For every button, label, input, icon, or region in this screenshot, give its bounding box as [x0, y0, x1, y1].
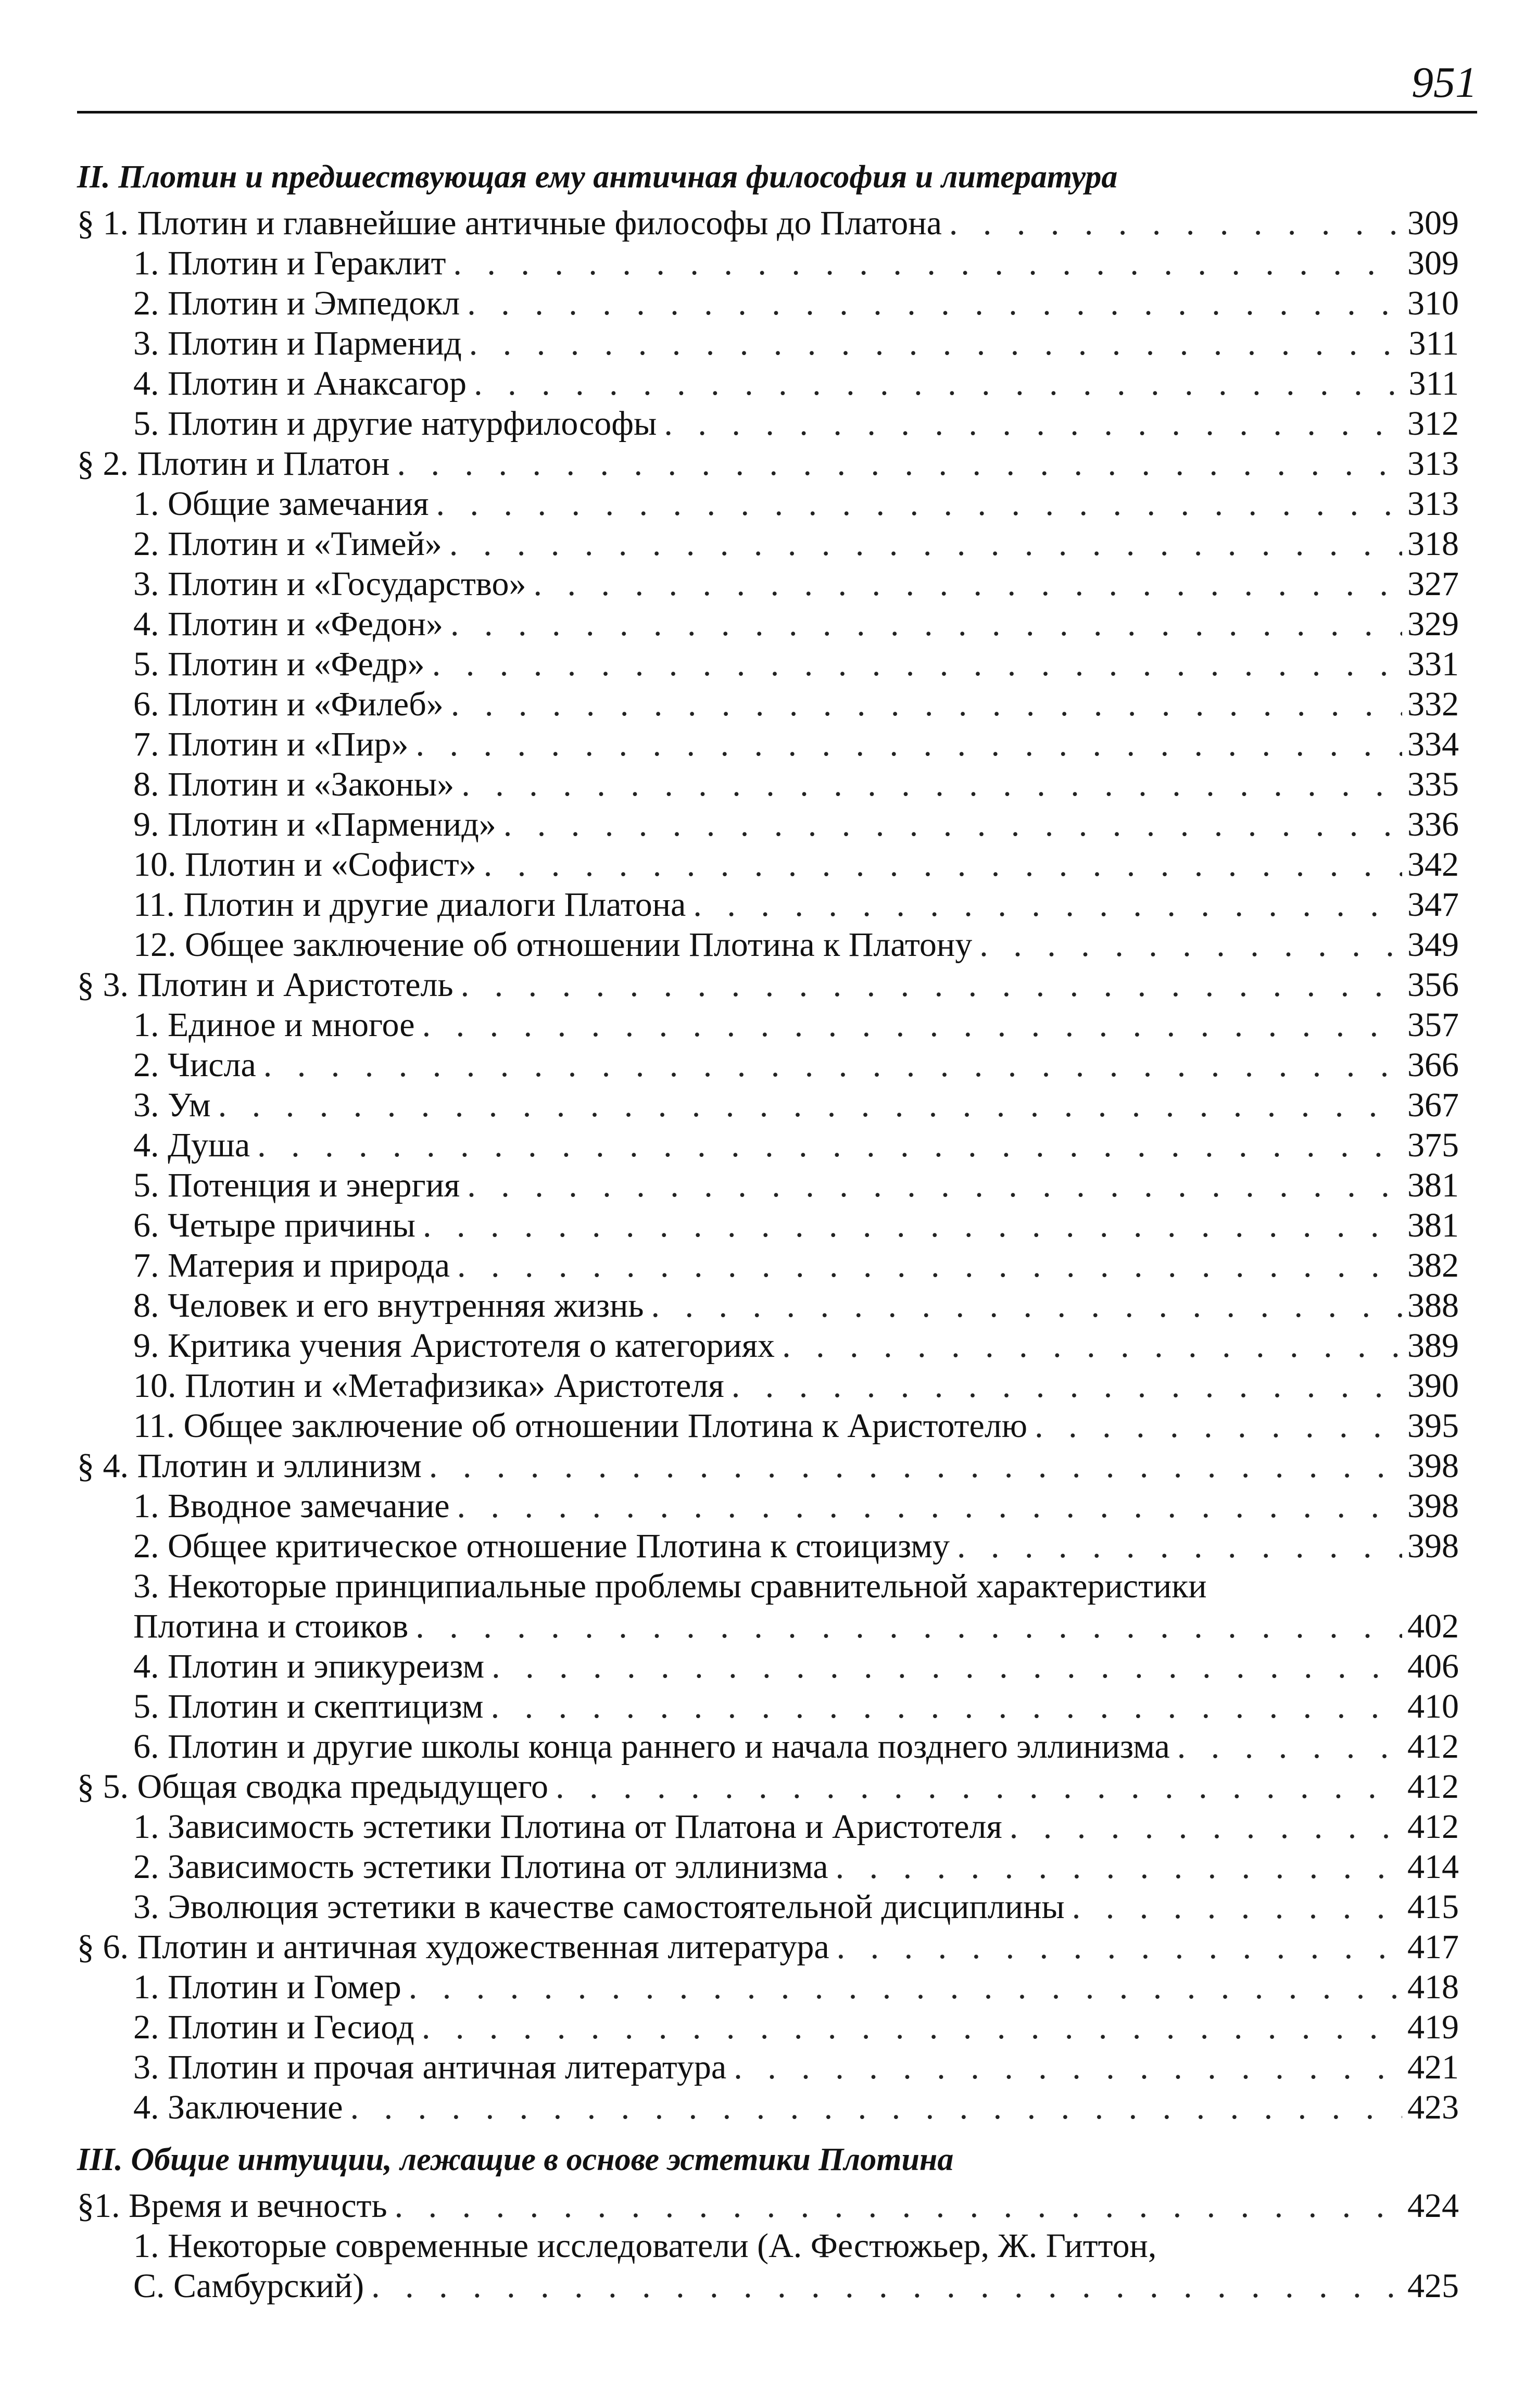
- toc-entry-label: 5. Потенция и энергия: [133, 1166, 460, 1204]
- toc-entry-label: 5. Плотин и «Федр»: [133, 645, 425, 683]
- toc-entry-page: 381: [1407, 1166, 1459, 1204]
- toc-entry: [77, 1406, 1459, 1446]
- toc-entry: [77, 1847, 1459, 1887]
- toc-entry-label: 6. Четыре причины: [133, 1206, 415, 1244]
- toc-entry: [77, 2226, 1459, 2266]
- toc-entry-page: 421: [1407, 2048, 1459, 2086]
- dot-leader: [457, 1486, 1402, 1526]
- toc-entry-label: Плотина и стоиков: [133, 1607, 409, 1645]
- toc-entry: [77, 2186, 1459, 2226]
- toc-entry-page: 412: [1407, 1768, 1459, 1806]
- toc-entry-page: 335: [1407, 765, 1459, 803]
- toc-entry: [77, 1085, 1459, 1125]
- toc-entry: [77, 604, 1459, 644]
- dot-leader: [651, 1285, 1403, 1326]
- dot-leader: [474, 363, 1403, 404]
- toc-entry-page: 402: [1407, 1607, 1459, 1645]
- toc-entry: [77, 844, 1459, 885]
- toc-entry-label: 1. Некоторые современные исследователи (А. Фестюжьер, Ж. Гиттон,: [133, 2227, 1157, 2265]
- toc-entry-label: 7. Плотин и «Пир»: [133, 725, 409, 763]
- toc-entry: [77, 243, 1459, 283]
- dot-leader: [1010, 1807, 1402, 1847]
- toc-entry: [77, 965, 1459, 1005]
- toc-entry: [77, 764, 1459, 804]
- toc-entry-page: 357: [1407, 1006, 1459, 1044]
- toc-entry-label: §1. Время и вечность: [77, 2187, 387, 2225]
- toc-entry: [77, 2266, 1459, 2306]
- toc-entry: [77, 203, 1459, 243]
- toc-entry: [77, 1606, 1459, 1646]
- toc-entry: [77, 2007, 1459, 2047]
- dot-leader: [423, 1205, 1402, 1245]
- toc-entry-page: 312: [1407, 405, 1459, 443]
- toc-entry: [77, 1887, 1459, 1927]
- toc-entry-label: С. Самбурский): [133, 2267, 364, 2305]
- dot-leader: [432, 644, 1402, 684]
- toc-entry: [77, 1326, 1459, 1366]
- dot-leader: [492, 1646, 1402, 1686]
- toc-list: [77, 2186, 1459, 2306]
- toc-entry-page: 329: [1407, 605, 1459, 643]
- toc-entry-page: 417: [1407, 1928, 1459, 1966]
- dot-leader: [467, 1165, 1402, 1205]
- toc-entry-label: 4. Душа: [133, 1126, 250, 1164]
- toc-entry: [77, 1526, 1459, 1566]
- toc-entry: [77, 1566, 1459, 1606]
- toc-entry-page: 414: [1407, 1848, 1459, 1886]
- toc-entry-label: 5. Плотин и другие натурфилософы: [133, 405, 657, 443]
- toc-entry-page: 412: [1407, 1808, 1459, 1846]
- toc-entry-label: 3. Плотин и Парменид: [133, 324, 462, 362]
- toc-entry: [77, 885, 1459, 925]
- dot-leader: [395, 2186, 1402, 2226]
- toc-entry-page: 424: [1407, 2187, 1459, 2225]
- dot-leader: [263, 1045, 1402, 1085]
- toc-entry-page: 366: [1407, 1046, 1459, 1084]
- header-rule: [77, 111, 1477, 114]
- dot-leader: [218, 1085, 1402, 1125]
- toc-entry: [77, 644, 1459, 684]
- toc-entry: [77, 925, 1459, 965]
- toc-entry-page: 419: [1407, 2008, 1459, 2046]
- toc-entry-page: 382: [1407, 1246, 1459, 1284]
- dot-leader: [451, 684, 1402, 724]
- dot-leader: [556, 1767, 1402, 1807]
- toc-entry-label: 2. Плотин и «Тимей»: [133, 525, 442, 563]
- toc-entry-label: 2. Плотин и Эмпедокл: [133, 284, 460, 322]
- dot-leader: [693, 885, 1402, 925]
- toc-entry-label: 6. Плотин и «Филеб»: [133, 685, 444, 723]
- dot-leader: [491, 1686, 1402, 1726]
- toc-entry-label: 11. Плотин и другие диалоги Платона: [133, 886, 686, 924]
- toc-entry-page: 367: [1407, 1086, 1459, 1124]
- toc-entry-label: 4. Заключение: [133, 2088, 343, 2126]
- toc-entry-page: 425: [1407, 2267, 1459, 2305]
- toc-entry-label: 3. Некоторые принципиальные проблемы сравнительной характеристики: [133, 1567, 1207, 1605]
- dot-leader: [484, 844, 1402, 885]
- toc-entry: [77, 283, 1459, 323]
- toc-entry-label: 6. Плотин и другие школы конца раннего и начала позднего эллинизма: [133, 1728, 1170, 1766]
- dot-leader: [429, 1446, 1402, 1486]
- dot-leader: [979, 925, 1402, 965]
- dot-leader: [457, 1245, 1402, 1285]
- toc-entry: [77, 564, 1459, 604]
- toc-entry-page: 418: [1407, 1968, 1459, 2006]
- toc-entry: [77, 1686, 1459, 1726]
- toc-entry-label: 1. Зависимость эстетики Плотина от Платона и Аристотеля: [133, 1808, 1002, 1846]
- toc-entry-page: 423: [1407, 2088, 1459, 2126]
- dot-leader: [957, 1526, 1402, 1566]
- dot-leader: [782, 1326, 1402, 1366]
- toc-entry-page: 309: [1407, 204, 1459, 242]
- toc-entry-label: 1. Плотин и Гераклит: [133, 244, 446, 282]
- toc-entry: [77, 1285, 1459, 1326]
- toc-entry: [77, 1726, 1459, 1767]
- toc-entry-label: 7. Материя и природа: [133, 1246, 450, 1284]
- toc-entry-label: § 1. Плотин и главнейшие античные философы до Платона: [77, 204, 942, 242]
- dot-leader: [503, 804, 1402, 844]
- toc-entry: [77, 404, 1459, 444]
- toc-entry: [77, 804, 1459, 844]
- toc-entry-label: § 2. Плотин и Платон: [77, 445, 390, 483]
- part-title: II. Плотин и предшествующая ему античная философия и литература: [77, 159, 1118, 195]
- toc-entry: [77, 1767, 1459, 1807]
- toc-entry-page: 349: [1407, 926, 1459, 964]
- dot-leader: [1177, 1726, 1402, 1767]
- toc-entry-label: 10. Плотин и «Метафизика» Аристотеля: [133, 1367, 724, 1405]
- part-title: III. Общие интуиции, лежащие в основе эстетики Плотина: [77, 2142, 954, 2177]
- toc-entry-page: 412: [1407, 1728, 1459, 1766]
- toc-entry: [77, 1245, 1459, 1285]
- dot-leader: [397, 444, 1402, 484]
- toc-entry: [77, 1005, 1459, 1045]
- toc-entry-page: 398: [1407, 1487, 1459, 1525]
- toc-entry-page: 334: [1407, 725, 1459, 763]
- toc-entry: [77, 1165, 1459, 1205]
- toc-entry-label: 1. Вводное замечание: [133, 1487, 450, 1525]
- toc-entry-label: 4. Плотин и эпикуреизм: [133, 1647, 485, 1685]
- toc-entry-label: § 6. Плотин и античная художественная литература: [77, 1928, 829, 1966]
- toc-entry-label: 1. Плотин и Гомер: [133, 1968, 401, 2006]
- dot-leader: [422, 2007, 1402, 2047]
- toc-entry: [77, 1446, 1459, 1486]
- toc-entry-page: 313: [1407, 485, 1459, 523]
- toc-entry-label: 3. Эволюция эстетики в качестве самостоятельной дисциплины: [133, 1888, 1065, 1926]
- toc-entry-page: 332: [1407, 685, 1459, 723]
- toc-entry-label: 9. Критика учения Аристотеля о категориях: [133, 1327, 775, 1365]
- toc-entry-page: 311: [1408, 324, 1459, 362]
- toc-entry: [77, 1927, 1459, 1967]
- dot-leader: [461, 764, 1402, 804]
- toc-entry-page: 375: [1407, 1126, 1459, 1164]
- toc-entry: [77, 2087, 1459, 2127]
- dot-leader: [450, 604, 1402, 644]
- toc-entry: [77, 444, 1459, 484]
- dot-leader: [449, 524, 1402, 564]
- toc-list: [77, 203, 1459, 2127]
- dot-leader: [837, 1927, 1402, 1967]
- toc-entry-page: 381: [1407, 1206, 1459, 1244]
- toc-entry: [77, 1807, 1459, 1847]
- dot-leader: [949, 203, 1402, 243]
- dot-leader: [461, 965, 1402, 1005]
- toc-entry: [77, 1205, 1459, 1245]
- dot-leader: [836, 1847, 1402, 1887]
- dot-leader: [1035, 1406, 1402, 1446]
- dot-leader: [732, 1366, 1402, 1406]
- dot-leader: [350, 2087, 1402, 2127]
- toc-entry: [77, 1125, 1459, 1165]
- toc-entry: [77, 684, 1459, 724]
- dot-leader: [467, 283, 1402, 323]
- toc-entry-page: 356: [1407, 966, 1459, 1004]
- dot-leader: [734, 2047, 1402, 2087]
- toc-entry-page: 313: [1407, 445, 1459, 483]
- toc-entry: [77, 2047, 1459, 2087]
- toc-entry-page: 331: [1407, 645, 1459, 683]
- toc-entry-label: § 5. Общая сводка предыдущего: [77, 1768, 549, 1806]
- toc-entry: [77, 524, 1459, 564]
- toc-entry-label: 4. Плотин и «Федон»: [133, 605, 443, 643]
- toc-entry-label: 2. Числа: [133, 1046, 256, 1084]
- toc-entry-label: 3. Плотин и прочая античная литература: [133, 2048, 727, 2086]
- toc-entry: [77, 323, 1459, 363]
- dot-leader: [416, 724, 1402, 764]
- toc-entry-page: 310: [1407, 284, 1459, 322]
- dot-leader: [415, 1606, 1402, 1646]
- dot-leader: [257, 1125, 1402, 1165]
- toc-entry-page: 390: [1407, 1367, 1459, 1405]
- dot-leader: [409, 1967, 1402, 2007]
- toc-entry-label: 2. Общее критическое отношение Плотина к стоицизму: [133, 1527, 950, 1565]
- toc-entry-page: 336: [1407, 805, 1459, 843]
- dot-leader: [664, 404, 1402, 444]
- dot-leader: [534, 564, 1402, 604]
- toc-entry-label: 9. Плотин и «Парменид»: [133, 805, 496, 843]
- toc-entry: [77, 363, 1459, 404]
- dot-leader: [1072, 1887, 1402, 1927]
- toc-entry-label: 2. Зависимость эстетики Плотина от эллинизма: [133, 1848, 828, 1886]
- toc-entry-label: 8. Человек и его внутренняя жизнь: [133, 1287, 644, 1325]
- toc-entry: [77, 724, 1459, 764]
- toc-entry: [77, 1045, 1459, 1085]
- toc-entry-label: 5. Плотин и скептицизм: [133, 1687, 484, 1725]
- dot-leader: [453, 243, 1402, 283]
- toc-entry-label: § 4. Плотин и эллинизм: [77, 1447, 422, 1485]
- dot-leader: [436, 484, 1402, 524]
- toc-entry-page: 309: [1407, 244, 1459, 282]
- toc-entry-page: 398: [1407, 1527, 1459, 1565]
- toc-entry-label: 1. Единое и многое: [133, 1006, 415, 1044]
- toc-entry-page: 311: [1408, 364, 1459, 402]
- toc-entry-page: 398: [1407, 1447, 1459, 1485]
- toc-entry: [77, 1366, 1459, 1406]
- toc-entry-page: 395: [1407, 1407, 1459, 1445]
- toc-entry-page: 327: [1407, 565, 1459, 603]
- toc-entry-label: 8. Плотин и «Законы»: [133, 765, 455, 803]
- dot-leader: [469, 323, 1404, 363]
- page-number: 951: [1412, 58, 1477, 107]
- table-of-contents: [77, 151, 1459, 2306]
- toc-entry-page: 318: [1407, 525, 1459, 563]
- toc-entry-page: 347: [1407, 886, 1459, 924]
- toc-entry-label: 11. Общее заключение об отношении Плотина к Аристотелю: [133, 1407, 1028, 1445]
- toc-entry-label: 1. Общие замечания: [133, 485, 429, 523]
- toc-entry-page: 415: [1407, 1888, 1459, 1926]
- toc-entry: [77, 1646, 1459, 1686]
- toc-entry: [77, 484, 1459, 524]
- toc-entry-page: 389: [1407, 1327, 1459, 1365]
- toc-entry: [77, 1486, 1459, 1526]
- dot-leader: [422, 1005, 1402, 1045]
- toc-entry-label: 3. Плотин и «Государство»: [133, 565, 526, 603]
- toc-entry: [77, 1967, 1459, 2007]
- toc-entry-label: 10. Плотин и «Софист»: [133, 846, 476, 884]
- toc-entry-label: § 3. Плотин и Аристотель: [77, 966, 453, 1004]
- toc-entry-label: 2. Плотин и Гесиод: [133, 2008, 414, 2046]
- dot-leader: [371, 2266, 1402, 2306]
- toc-entry-page: 406: [1407, 1647, 1459, 1685]
- toc-entry-label: 4. Плотин и Анаксагор: [133, 364, 467, 402]
- toc-entry-label: 3. Ум: [133, 1086, 211, 1124]
- toc-entry-label: 12. Общее заключение об отношении Плотина к Платону: [133, 926, 973, 964]
- toc-entry-page: 410: [1407, 1687, 1459, 1725]
- toc-entry-page: 342: [1407, 846, 1459, 884]
- toc-entry-page: 388: [1407, 1287, 1459, 1325]
